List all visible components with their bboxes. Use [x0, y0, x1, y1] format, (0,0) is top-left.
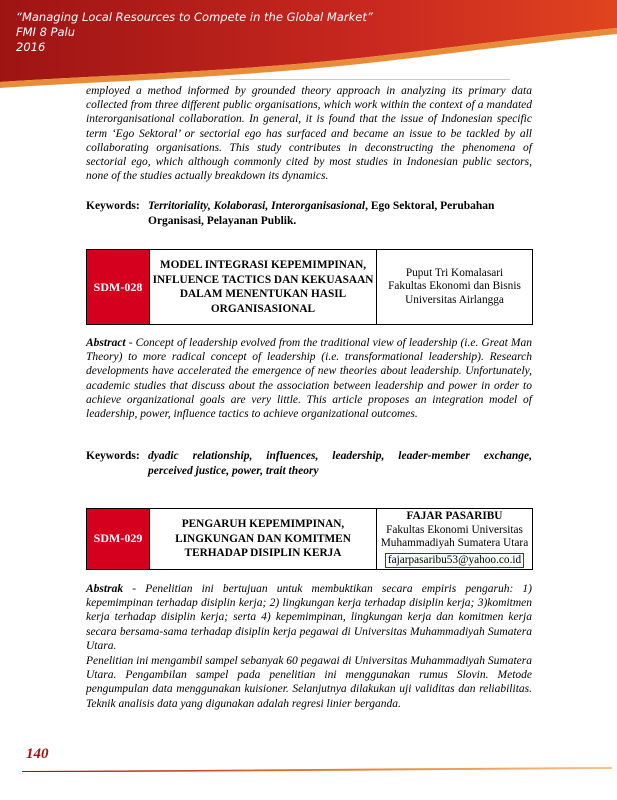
abstrak-text: - Penelitian ini bertujuan untuk membuktikan secara empiris pengaruh: 1) kepemimpinan terhadap disiplin kerja; 2) lingkungan kerja terhadap disiplin kerja; 3)komitmen kerja terhadap disiplin kerja; serta 4) kepemimpinan, lingkungan kerja dan komitmen kerja secara bersama-sama terhadap disiplin kerja pegawai di Universitas Muhammadiyah Sumatera Utara.: [86, 583, 532, 652]
abstrak-paragraph-029: [86, 582, 532, 653]
keywords-line-1: dyadic relationship, influences, leadership, leader-member exchange,: [148, 450, 532, 462]
author-university: Universitas Airlangga: [405, 293, 504, 306]
abstrak-paragraph-029-2: Penelitian ini mengambil sampel sebanyak 60 pegawai di Universitas Muhammadiyah Sumatera Utara. Pengambilan sampel pada penelitian ini menggunakan rumus Slovin. Metode pengumpulan data menggunakan kuisioner. Selanjutnya dilakukan uji validitas dan reliabilitas. Teknik analisis data yang digunakan adalah regresi linier berganda.: [86, 655, 532, 710]
conference-name: FMI 8 Palu: [16, 25, 76, 39]
keywords-italic: Territoriality, Kolaborasi, Interorganisasional: [148, 200, 366, 212]
entry-author-cell: [377, 250, 533, 325]
entry-table-sdm-029: [86, 508, 533, 570]
keywords-plain: , Ego Sektoral, Perubahan: [365, 200, 495, 212]
author-name: Puput Tri Komalasari: [405, 266, 504, 279]
keywords-line-2: perceived justice, power, trait theory: [148, 465, 319, 477]
entry-title: PENGARUH KEPEMIMPINAN, LINGKUNGAN DAN KOMITMEN TERHADAP DISIPLIN KERJA: [150, 509, 377, 570]
page-number: 140: [26, 746, 49, 762]
keywords-block-1: [86, 199, 532, 229]
intro-paragraph: employed a method informed by grounded theory approach in analyzing its primary data collected from three different public organisations, which work within the context of a mandated interorganisational collaboration. In general, it is found that the issue of Indonesian specific term ‘Ego Sektoral’ or sectorial ego has surfaced and became an issue to be tackled by all collaborating organisations. This study contributes in deconstructing the phenomena of sectorial ego, which although commonly cited by most studies in Indonesian public sectors, none of the studies actually breakdown its dynamics.: [86, 85, 532, 183]
author-name: FAJAR PASARIBU: [406, 510, 503, 522]
entry-code: SDM-029: [87, 509, 150, 570]
entry-title: MODEL INTEGRASI KEPEMIMPINAN, INFLUENCE TACTICS DAN KEKUASAAN DALAM MENENTUKAN HASIL ORGANISASIONAL: [150, 250, 377, 325]
footer-rule: [22, 766, 612, 772]
keywords-label: Keywords:: [86, 200, 140, 212]
keywords-line-2: Organisasi, Pelayanan Publik.: [148, 215, 297, 227]
keywords-label: Keywords:: [86, 450, 140, 462]
author-affiliation: Fakultas Ekonomi Universitas Muhammadiyah Sumatera Utara: [380, 523, 529, 549]
conference-year: 2016: [16, 40, 46, 54]
author-affiliation: Fakultas Ekonomi dan Bisnis: [388, 280, 521, 293]
entry-author-cell: [377, 509, 533, 570]
abstract-paragraph-028: [86, 336, 532, 421]
header-band: [0, 0, 617, 88]
abstract-label: Abstract: [86, 337, 126, 349]
abstract-text: - Concept of leadership evolved from the traditional view of leadership (i.e. Great Man Theory) to more radical concept of leadership (i.e. transformational leadership). Research developments have accelerated the emergence of new theories about leadership. Unfortunately, academic studies that discuss about the association between leadership and power in order to achieve organizational goals are very little. This article proposes an integration model of leadership, power, influence tactics to achieve organizational outcomes.: [86, 337, 532, 421]
entry-code: SDM-028: [87, 250, 150, 325]
keywords-block-2: [86, 449, 532, 479]
conference-header: [16, 10, 373, 55]
header-divider: [230, 79, 510, 80]
conference-theme: “Managing Local Resources to Compete in the Global Market”: [16, 10, 373, 24]
abstrak-label: Abstrak: [86, 583, 124, 595]
author-email-link[interactable]: fajarpasaribu53@yahoo.co.id: [385, 553, 524, 568]
entry-table-sdm-028: [86, 249, 533, 325]
